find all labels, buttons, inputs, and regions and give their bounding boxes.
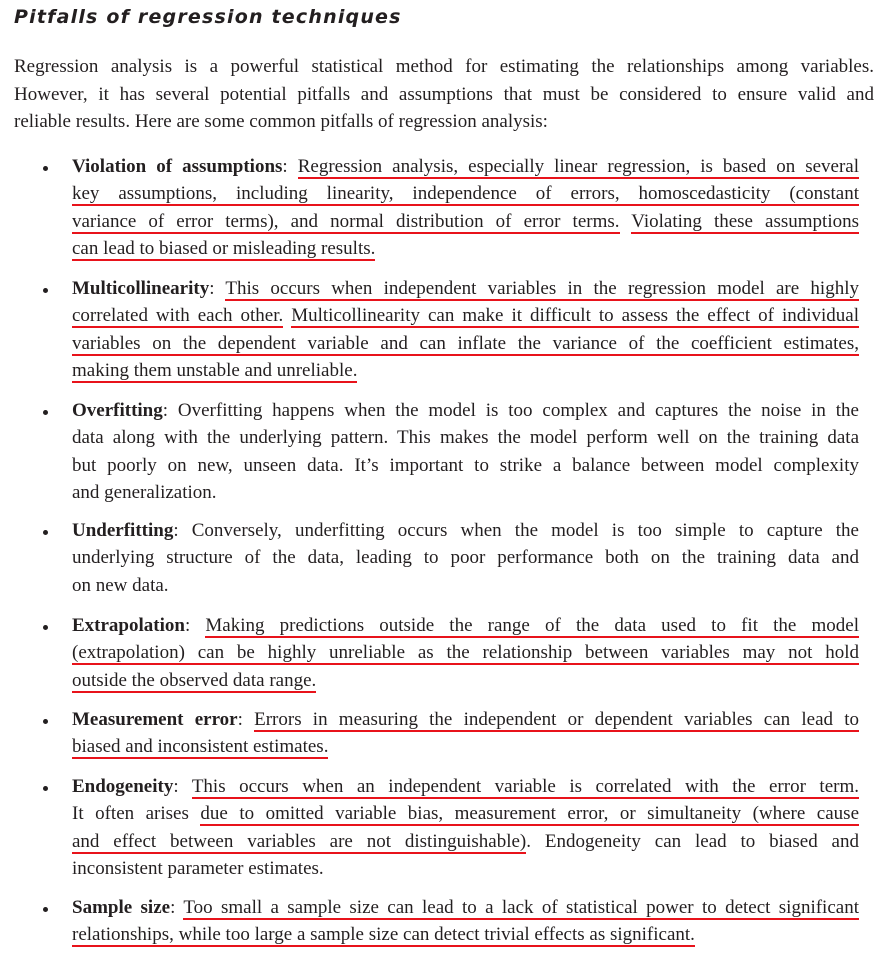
pitfall-body	[72, 275, 859, 384]
pitfall-line	[72, 572, 859, 599]
underlined-annotation: (extrapolation) can be highly unreliable as the relationship between variables may not hold	[72, 642, 859, 664]
pitfall-body	[72, 894, 859, 949]
pitfall-body	[72, 517, 859, 599]
pitfall-body	[72, 612, 859, 694]
pitfall-line	[72, 275, 859, 302]
underlined-annotation: Errors in measuring the independent or dependent variables can lead to	[254, 709, 859, 730]
bullet-icon	[43, 166, 48, 171]
pitfall-line	[72, 302, 859, 329]
underlined-annotation: due to omitted variable bias, measurement error, or simultaneity (where cause	[200, 803, 859, 825]
pitfall-text	[190, 615, 205, 636]
underlined-annotation: can lead to biased or misleading results.	[72, 237, 376, 259]
pitfall-body	[72, 153, 859, 262]
pitfall-body	[72, 773, 859, 882]
underlined-annotation: This occurs when independent variables in the regression model are highly	[225, 278, 859, 299]
underlined-annotation: variables on the dependent variable and can inflate the variance of the coefficient estimates,	[72, 332, 859, 354]
intro-line: Regression analysis is a powerful statistical method for estimating the relationships among variables.	[14, 56, 874, 77]
term-separator: :	[209, 278, 215, 299]
underlined-annotation: Too small a sample size can lead to a lack of statistical power to detect significant	[183, 897, 859, 918]
bullet-icon	[43, 907, 48, 912]
pitfall-line	[72, 894, 859, 921]
underlined-annotation: key assumptions, including linearity, independence of errors, homoscedasticity (constant	[72, 183, 859, 205]
pitfall-line	[72, 153, 859, 180]
bullet-icon	[43, 288, 48, 293]
pitfall-line	[72, 706, 859, 733]
pitfall-line	[72, 639, 859, 666]
intro-line: However, it has several potential pitfalls and assumptions that must be considered to ensure valid and	[14, 83, 874, 105]
pitfall-text: . Endogeneity can lead to biased and	[526, 830, 859, 852]
underlined-annotation: making them unstable and unreliable.	[72, 359, 358, 381]
pitfall-line	[72, 424, 859, 451]
underlined-annotation: and effect between variables are not distinguishable)	[72, 830, 527, 852]
term-separator: :	[170, 897, 176, 918]
pitfall-term: Measurement error	[72, 709, 238, 730]
pitfall-body	[72, 397, 859, 506]
section-heading: Pitfalls of regression techniques	[14, 6, 402, 28]
pitfall-text: Overfitting happens when the model is too complex and captures the noise in the	[168, 400, 859, 421]
bullet-icon	[43, 786, 48, 791]
term-separator: :	[282, 156, 288, 177]
pitfall-line	[72, 452, 859, 479]
pitfall-body	[72, 706, 859, 761]
intro-line: reliable results. Here are some common pitfalls of regression analysis:	[14, 111, 548, 132]
bullet-icon	[43, 410, 48, 415]
pitfall-line	[72, 667, 859, 694]
pitfall-line	[72, 357, 859, 384]
underlined-annotation: Multicollinearity can make it difficult to assess the effect of individual	[291, 305, 859, 327]
pitfall-line	[72, 855, 859, 882]
term-separator: :	[173, 520, 179, 541]
term-separator: :	[162, 400, 169, 421]
underlined-annotation: correlated with each other.	[72, 305, 284, 327]
pitfall-line	[72, 800, 859, 827]
pitfall-line	[72, 828, 859, 855]
pitfall-line	[72, 517, 859, 544]
pitfall-term: Overfitting	[72, 400, 163, 421]
pitfall-text: Conversely, underfitting occurs when the model is too simple to capture the	[178, 520, 859, 541]
pitfall-line	[72, 544, 859, 571]
bullet-icon	[43, 625, 48, 630]
pitfall-line	[72, 330, 859, 357]
pitfall-text: on new data.	[72, 574, 169, 596]
pitfall-line	[72, 773, 859, 800]
underlined-annotation: Making predictions outside the range of the data used to fit the model	[205, 615, 860, 636]
term-separator: :	[184, 615, 191, 636]
pitfall-text: data along with the underlying pattern. This makes the model perform well on the training data	[72, 427, 859, 449]
pitfall-text: inconsistent parameter estimates.	[72, 857, 324, 879]
pitfall-term: Extrapolation	[72, 615, 185, 636]
pitfall-line	[72, 180, 859, 207]
term-separator: :	[237, 709, 243, 730]
bullet-icon	[43, 719, 48, 724]
pitfall-text: It often arises	[72, 803, 201, 825]
pitfall-line	[72, 235, 859, 262]
pitfall-term: Violation of assumptions	[72, 156, 283, 177]
pitfall-term: Sample size	[72, 897, 171, 918]
underlined-annotation: Regression analysis, especially linear regression, is based on several	[297, 156, 859, 177]
pitfall-line	[72, 397, 859, 424]
underlined-annotation: relationships, while too large a sample size can detect trivial effects as significant.	[72, 924, 695, 946]
pitfall-text	[243, 709, 254, 730]
underlined-annotation: This occurs when an independent variable is correlated with the error term.	[191, 776, 859, 797]
pitfall-line	[72, 921, 859, 948]
pitfall-text	[288, 156, 298, 177]
pitfall-line	[72, 733, 859, 760]
pitfall-term: Multicollinearity	[72, 278, 210, 299]
underlined-annotation: outside the observed data range.	[72, 669, 317, 691]
pitfall-text	[179, 776, 192, 797]
pitfall-text: underlying structure of the data, leading to poor performance both on the training data and	[72, 547, 859, 569]
pitfall-text: but poorly on new, unseen data. It’s important to strike a balance between model complexity	[72, 454, 859, 476]
underlined-annotation: Violating these assumptions	[631, 210, 859, 232]
underlined-annotation: biased and inconsistent estimates.	[72, 736, 329, 758]
pitfall-text: and generalization.	[72, 481, 217, 503]
intro-paragraph	[14, 53, 874, 136]
term-separator: :	[173, 776, 179, 797]
pitfall-term: Endogeneity	[72, 776, 174, 797]
pitfall-line	[72, 612, 859, 639]
pitfall-text	[620, 211, 632, 232]
pitfall-line	[72, 479, 859, 506]
pitfall-term: Underfitting	[72, 520, 174, 541]
bullet-icon	[43, 530, 48, 535]
pitfall-line	[72, 208, 859, 235]
pitfall-text	[214, 278, 225, 299]
underlined-annotation: variance of error terms), and normal distribution of error terms.	[72, 210, 620, 232]
